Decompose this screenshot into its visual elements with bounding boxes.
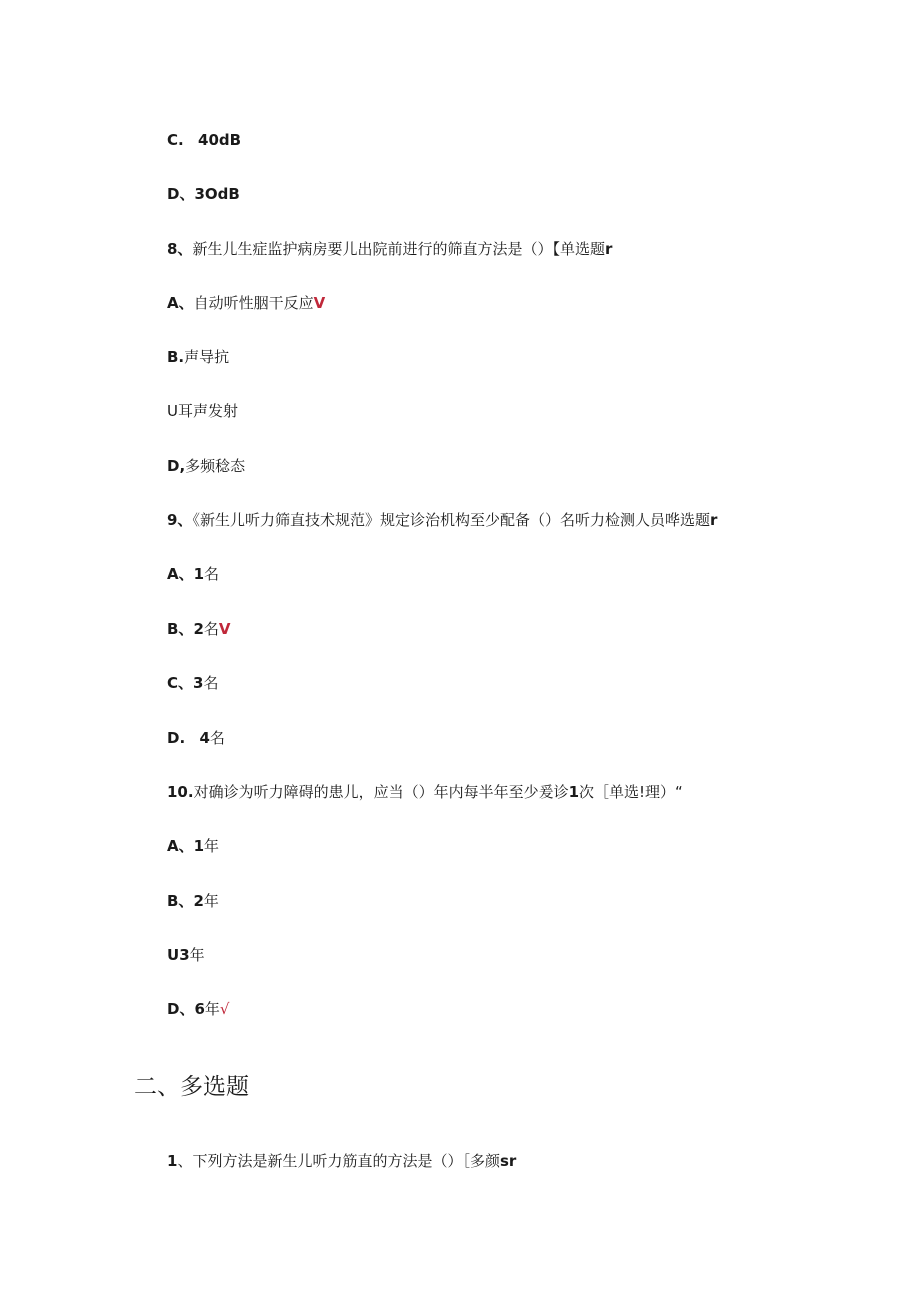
option-text: 自动听性胭干反应 bbox=[193, 294, 314, 312]
option-text: 名 bbox=[204, 565, 220, 583]
option-key: B、 bbox=[167, 620, 194, 638]
option-key: A、 bbox=[167, 837, 194, 855]
q9-stem bbox=[167, 510, 717, 530]
question-tail: r bbox=[709, 511, 718, 529]
question-text-tail: 次［单选!理）“ bbox=[579, 783, 683, 801]
option-key: U bbox=[167, 402, 178, 420]
option-text: 年 bbox=[204, 837, 220, 855]
section-heading-multiple-choice: 二、多选题 bbox=[134, 1074, 249, 1100]
option-text: 年 bbox=[204, 1000, 220, 1018]
question-text: 对确诊为听力障碍的患儿，应当（）年内每半年至少爰诊 bbox=[193, 783, 569, 801]
option-key: C、 bbox=[167, 674, 194, 692]
option-text: 3OdB bbox=[194, 185, 240, 203]
option-key: D、 bbox=[167, 185, 195, 203]
option-text: 年 bbox=[189, 946, 205, 964]
question-number: 9、 bbox=[167, 511, 193, 529]
question-text: 、下列方法是新生儿听力筋直的方法是（）［多颜 bbox=[177, 1152, 500, 1170]
mq1-stem bbox=[167, 1151, 516, 1171]
q8-stem bbox=[167, 239, 612, 259]
question-number: 8、 bbox=[167, 240, 193, 258]
option-text: 名 bbox=[209, 729, 225, 747]
option-key: B、 bbox=[167, 892, 194, 910]
option-text: 耳声发射 bbox=[177, 402, 238, 420]
option-number: 1 bbox=[193, 837, 205, 855]
option-text: 年 bbox=[203, 892, 219, 910]
correct-check-mark: √ bbox=[219, 1000, 230, 1018]
option-key: A、 bbox=[167, 294, 194, 312]
q10-option-c bbox=[167, 945, 205, 965]
q8-option-a bbox=[167, 293, 325, 313]
question-count: 1 bbox=[568, 783, 580, 801]
q10-option-b bbox=[167, 891, 219, 911]
q7-option-c bbox=[167, 130, 241, 150]
option-key: D、 bbox=[167, 1000, 195, 1018]
question-number: 1 bbox=[167, 1152, 178, 1170]
correct-check-mark: V bbox=[313, 294, 326, 312]
option-key: B. bbox=[167, 348, 185, 366]
option-text: 名 bbox=[203, 620, 219, 638]
correct-check-mark: V bbox=[218, 620, 231, 638]
option-key: U bbox=[167, 946, 180, 964]
option-text: 40dB bbox=[198, 131, 242, 149]
question-tail: sr bbox=[499, 1152, 517, 1170]
option-number: 1 bbox=[193, 565, 205, 583]
option-text: 名 bbox=[203, 674, 219, 692]
q7-option-d bbox=[167, 184, 240, 204]
option-number: 2 bbox=[193, 892, 204, 910]
option-text: 声导抗 bbox=[184, 348, 230, 366]
q10-option-a bbox=[167, 836, 219, 856]
option-key: D. bbox=[167, 729, 186, 747]
q9-option-b bbox=[167, 619, 231, 639]
q8-option-b bbox=[167, 347, 229, 367]
q8-option-d bbox=[167, 456, 245, 476]
question-text: 新生儿生症监护病房要儿出院前进行的筛直方法是（）【单选题 bbox=[192, 240, 605, 258]
option-key: A、 bbox=[167, 565, 194, 583]
option-number: 3 bbox=[193, 674, 204, 692]
q9-option-d bbox=[167, 728, 225, 748]
option-text: 多频稔态 bbox=[185, 457, 246, 475]
question-tail: r bbox=[604, 240, 613, 258]
option-key: C. bbox=[167, 131, 184, 149]
option-number: 2 bbox=[193, 620, 204, 638]
q10-stem bbox=[167, 782, 683, 802]
q10-option-d bbox=[167, 999, 229, 1019]
option-number: 3 bbox=[179, 946, 190, 964]
q8-option-c bbox=[167, 401, 238, 421]
option-number: 4 bbox=[199, 729, 210, 747]
question-number: 10. bbox=[167, 783, 194, 801]
question-text: 《新生儿听力筛直技术规范》规定诊治机构至少配备（）名听力检测人员哗选题 bbox=[192, 511, 710, 529]
q9-option-a bbox=[167, 564, 219, 584]
option-number: 6 bbox=[194, 1000, 205, 1018]
option-key: D, bbox=[167, 457, 186, 475]
q9-option-c bbox=[167, 673, 218, 693]
